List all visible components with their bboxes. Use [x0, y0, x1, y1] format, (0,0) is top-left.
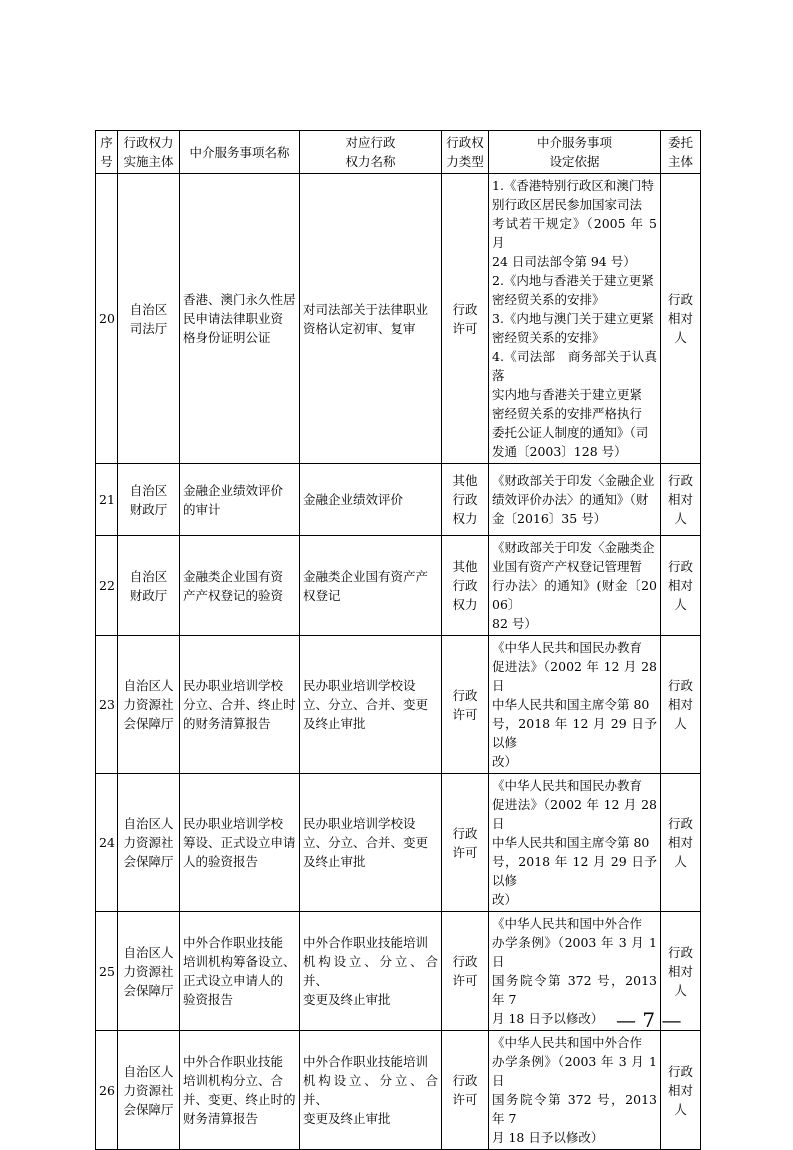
text-line: 委托 [667, 135, 693, 150]
text-line: 相对 [667, 578, 693, 593]
text-line: 许可 [452, 1092, 478, 1107]
text-line: 人 [674, 511, 687, 526]
legal-basis-cell [489, 464, 661, 536]
text-line: 行政 [667, 944, 693, 960]
text-line: 中外合作职业技能 [183, 935, 284, 950]
table-row [96, 636, 701, 774]
text-line: 行政 [667, 292, 693, 307]
text-line: 密经贸关系的安排严格执行 [492, 406, 643, 421]
row-number-cell: 21 [96, 464, 118, 536]
legal-basis-cell [489, 1031, 661, 1150]
text-line: 人 [674, 1101, 687, 1117]
text-line: 委托公证人制度的通知》（司 [492, 425, 649, 440]
text-line: 力资源社 [123, 963, 174, 979]
text-line: 自治区人 [123, 816, 174, 831]
power-name-cell [300, 774, 442, 912]
page-number: — 7 — [616, 1008, 682, 1032]
text-line: 业国有资产产权登记管理暂 [492, 559, 643, 574]
power-type-cell [442, 1031, 489, 1150]
entrusting-party-cell [661, 636, 701, 774]
text-line: 香港、澳门永久性居 [183, 292, 296, 307]
text-line: 其他 [452, 559, 478, 574]
header-subject [118, 131, 180, 174]
table-row [96, 774, 701, 912]
text-line: 正式设立申请人的 [183, 973, 284, 988]
implementing-body-cell [118, 636, 180, 774]
text-line: 中外合作职业技能培训 [303, 1054, 429, 1069]
text-line: 24 日司法部令第 94 号） [492, 254, 636, 269]
text-line: 自治区人 [123, 1063, 174, 1079]
text-line: 金〔2016〕35 号） [492, 511, 607, 526]
text-line: 权力 [452, 511, 478, 526]
text-line: 分立、合并、终止时 [183, 697, 296, 712]
power-type-cell [442, 912, 489, 1031]
text-line: 《中华人民共和国民办教育 [492, 778, 643, 793]
text-line: 变更及终止审批 [303, 1111, 391, 1126]
text-line: 促进法》（2002 年 12 月 28 日 [492, 797, 657, 831]
text-line: 1.《香港特别行政区和澳门特 [492, 178, 654, 193]
entrusting-party-cell [661, 174, 701, 464]
service-item-name-cell [180, 1031, 300, 1150]
text-line: 相对 [667, 1082, 693, 1098]
power-name-cell [300, 912, 442, 1031]
legal-basis-cell [489, 536, 661, 636]
implementing-body-cell [118, 464, 180, 536]
text-line: 国务院令第 372 号，2013 年 7 [492, 973, 657, 1007]
header-power-type [442, 131, 489, 174]
text-line: 产产权登记的验资 [183, 587, 284, 603]
text-line: 主体 [667, 154, 693, 169]
text-line: 民办职业培训学校 [183, 678, 284, 693]
service-item-name-cell [180, 636, 300, 774]
service-item-name-cell [180, 464, 300, 536]
text-line: 自治区人 [123, 678, 174, 693]
text-line: 许可 [452, 706, 478, 722]
text-line: 力类型 [446, 154, 484, 169]
text-line: 行政 [452, 954, 478, 969]
text-line: 改） [492, 892, 518, 907]
text-line: 金融企业绩效评价 [303, 492, 404, 507]
service-item-name-cell [180, 774, 300, 912]
text-line: 民办职业培训学校 [183, 816, 284, 831]
implementing-body-cell [118, 912, 180, 1031]
power-name-cell [300, 174, 442, 464]
text-line: 密经贸关系的安排》 [492, 292, 605, 307]
text-line: 的财务清算报告 [183, 716, 271, 731]
text-line: 序 [100, 135, 113, 150]
text-line: 行政权力 [123, 135, 174, 150]
text-line: 金融类企业国有资产产 [303, 568, 429, 584]
implementing-body-cell [118, 1031, 180, 1150]
implementing-body-cell [118, 174, 180, 464]
text-line: 82 号） [492, 616, 537, 631]
text-line: 行政 [452, 687, 478, 703]
text-line: 培训机构筹备设立、 [183, 954, 296, 969]
text-line: 促进法》（2002 年 12 月 28 日 [492, 659, 657, 693]
table-row [96, 912, 701, 1031]
text-line: 自治区 [129, 568, 168, 584]
text-line: 人 [674, 982, 687, 998]
power-type-cell [442, 536, 489, 636]
text-line: 行政 [452, 578, 478, 593]
text-line: 人 [674, 597, 687, 612]
text-line: 月 18 日予以修改） [492, 1130, 604, 1145]
text-line: 变更及终止审批 [303, 992, 391, 1007]
power-name-cell [300, 536, 442, 636]
text-line: 民申请法律职业资 [183, 311, 284, 326]
text-line: 相对 [667, 697, 693, 712]
implementing-body-cell [118, 536, 180, 636]
text-line: 人 [674, 854, 687, 869]
text-line: 司法厅 [129, 320, 168, 336]
text-line: 财政厅 [129, 587, 168, 603]
text-line: 会保障厅 [123, 854, 174, 869]
text-line: 并、变更、终止时的 [183, 1092, 296, 1107]
items-table [95, 130, 701, 1150]
power-type-cell [442, 464, 489, 536]
header-entrust [661, 131, 701, 174]
legal-basis-cell [489, 174, 661, 464]
text-line: 中外合作职业技能 [183, 1054, 284, 1069]
row-number-cell: 23 [96, 636, 118, 774]
text-line: 相对 [667, 835, 693, 850]
text-line: 会保障厅 [123, 982, 174, 998]
table-row [96, 464, 701, 536]
text-line: 人 [674, 330, 687, 345]
text-line: 力资源社 [123, 697, 174, 712]
text-line: 力资源社 [123, 835, 174, 850]
text-line: 权力 [452, 597, 478, 612]
legal-basis-cell [489, 636, 661, 774]
text-line: 格身份证明公证 [183, 330, 271, 345]
text-line: 民办职业培训学校设 [303, 816, 416, 831]
text-line: 行政 [452, 1073, 478, 1088]
text-line: 立、分立、合并、变更 [303, 835, 429, 850]
service-item-name-cell [180, 912, 300, 1031]
text-line: 3.《内地与澳门关于建立更紧 [492, 311, 654, 326]
text-line: 设定依据 [549, 154, 600, 169]
text-line: 会保障厅 [123, 716, 174, 731]
text-line: 《中华人民共和国中外合作 [492, 916, 643, 931]
service-item-name-cell [180, 536, 300, 636]
text-line: 中华人民共和国主席令第 80 [492, 835, 650, 850]
text-line: 其他 [452, 473, 478, 488]
text-line: 相对 [667, 492, 693, 507]
text-line: 对应行政 [345, 135, 396, 150]
text-line: 办学条例》（2003 年 3 月 1 日 [492, 935, 657, 969]
text-line: 机构设立、分立、合并、 [303, 1073, 438, 1107]
text-line: 权力名称 [345, 154, 396, 169]
text-line: 筹设、正式设立申请 [183, 835, 296, 850]
table-row [96, 536, 701, 636]
text-line: 立、分立、合并、变更 [303, 697, 429, 712]
row-number-cell: 26 [96, 1031, 118, 1150]
text-line: 别行政区居民参加国家司法 [492, 197, 643, 212]
text-line: 发通〔2003〕128 号） [492, 444, 627, 459]
text-line: 金融类企业国有资 [183, 568, 284, 584]
header-no [96, 131, 118, 174]
row-number-cell: 24 [96, 774, 118, 912]
text-line: 权登记 [303, 587, 341, 603]
row-number-cell: 25 [96, 912, 118, 1031]
entrusting-party-cell [661, 1031, 701, 1150]
row-number-cell: 22 [96, 536, 118, 636]
text-line: 中介服务事项名称 [189, 144, 290, 160]
text-line: 培训机构分立、合 [183, 1073, 284, 1088]
power-type-cell [442, 174, 489, 464]
power-type-cell [442, 636, 489, 774]
text-line: 行政 [667, 559, 693, 574]
text-line: 《财政部关于印发〈金融企业 [492, 473, 655, 488]
text-line: 实施主体 [123, 154, 174, 169]
text-line: 国务院令第 372 号，2013 年 7 [492, 1092, 657, 1126]
service-item-name-cell [180, 174, 300, 464]
text-line: 及终止审批 [303, 854, 366, 869]
text-line: 相对 [667, 311, 693, 326]
entrusting-party-cell [661, 774, 701, 912]
power-name-cell [300, 464, 442, 536]
text-line: 4.《司法部 商务部关于认真落 [492, 349, 657, 383]
entrusting-party-cell [661, 464, 701, 536]
text-line: 行政 [667, 678, 693, 693]
text-line: 行政 [452, 825, 478, 841]
legal-basis-cell [489, 774, 661, 912]
table-row [96, 174, 701, 464]
text-line: 金融企业绩效评价 [183, 482, 284, 498]
text-line: 改） [492, 754, 518, 769]
text-line: 许可 [452, 844, 478, 860]
text-line: 绩效评价办法〉的通知》（财 [492, 492, 649, 507]
text-line: 《财政部关于印发〈金融类企 [492, 540, 655, 555]
text-line: 财政厅 [129, 501, 168, 517]
text-line: 机构设立、分立、合并、 [303, 954, 438, 988]
text-line: 及终止审批 [303, 716, 366, 731]
text-line: 考试若干规定》（2005 年 5 月 [492, 216, 657, 250]
entrusting-party-cell [661, 536, 701, 636]
text-line: 中华人民共和国主席令第 80 [492, 697, 650, 712]
text-line: 人的验资报告 [183, 854, 259, 869]
text-line: 自治区 [129, 482, 168, 498]
text-line: 行政 [452, 301, 478, 317]
text-line: 行政 [667, 473, 693, 488]
text-line: 验资报告 [183, 992, 234, 1007]
text-line: 实内地与香港关于建立更紧 [492, 387, 643, 402]
header-service-name [180, 131, 300, 174]
text-line: 相对 [667, 963, 693, 979]
table-row [96, 1031, 701, 1150]
text-line: 许可 [452, 320, 478, 336]
implementing-body-cell [118, 774, 180, 912]
text-line: 号，2018 年 12 月 29 日予以修 [492, 716, 657, 750]
header-power-name [300, 131, 442, 174]
text-line: 对司法部关于法律职业 [303, 301, 429, 317]
text-line: 密经贸关系的安排》 [492, 330, 605, 345]
text-line: 行政权 [446, 135, 484, 150]
text-line: 《中华人民共和国中外合作 [492, 1035, 643, 1050]
power-name-cell [300, 636, 442, 774]
power-type-cell [442, 774, 489, 912]
text-line: 的审计 [183, 501, 221, 517]
row-number-cell: 20 [96, 174, 118, 464]
text-line: 人 [674, 716, 687, 731]
text-line: 2.《内地与香港关于建立更紧 [492, 273, 654, 288]
text-line: 会保障厅 [123, 1101, 174, 1117]
text-line: 自治区 [129, 301, 168, 317]
text-line: 行政 [667, 1063, 693, 1079]
text-line: 中介服务事项 [536, 135, 612, 150]
text-line: 号 [100, 154, 113, 169]
text-line: 行政 [667, 816, 693, 831]
text-line: 行政 [452, 492, 478, 507]
text-line: 许可 [452, 973, 478, 988]
text-line: 资格认定初审、复审 [303, 320, 416, 336]
text-line: 行办法〉的通知》(财金〔2006〕 [492, 578, 657, 612]
text-line: 号，2018 年 12 月 29 日予以修 [492, 854, 657, 888]
text-line: 民办职业培训学校设 [303, 678, 416, 693]
table-header-row [96, 131, 701, 174]
text-line: 力资源社 [123, 1082, 174, 1098]
text-line: 中外合作职业技能培训 [303, 935, 429, 950]
text-line: 《中华人民共和国民办教育 [492, 640, 643, 655]
text-line: 财务清算报告 [183, 1111, 259, 1126]
header-basis [489, 131, 661, 174]
power-name-cell [300, 1031, 442, 1150]
text-line: 办学条例》（2003 年 3 月 1 日 [492, 1054, 657, 1088]
text-line: 月 18 日予以修改） [492, 1011, 604, 1026]
text-line: 自治区人 [123, 944, 174, 960]
